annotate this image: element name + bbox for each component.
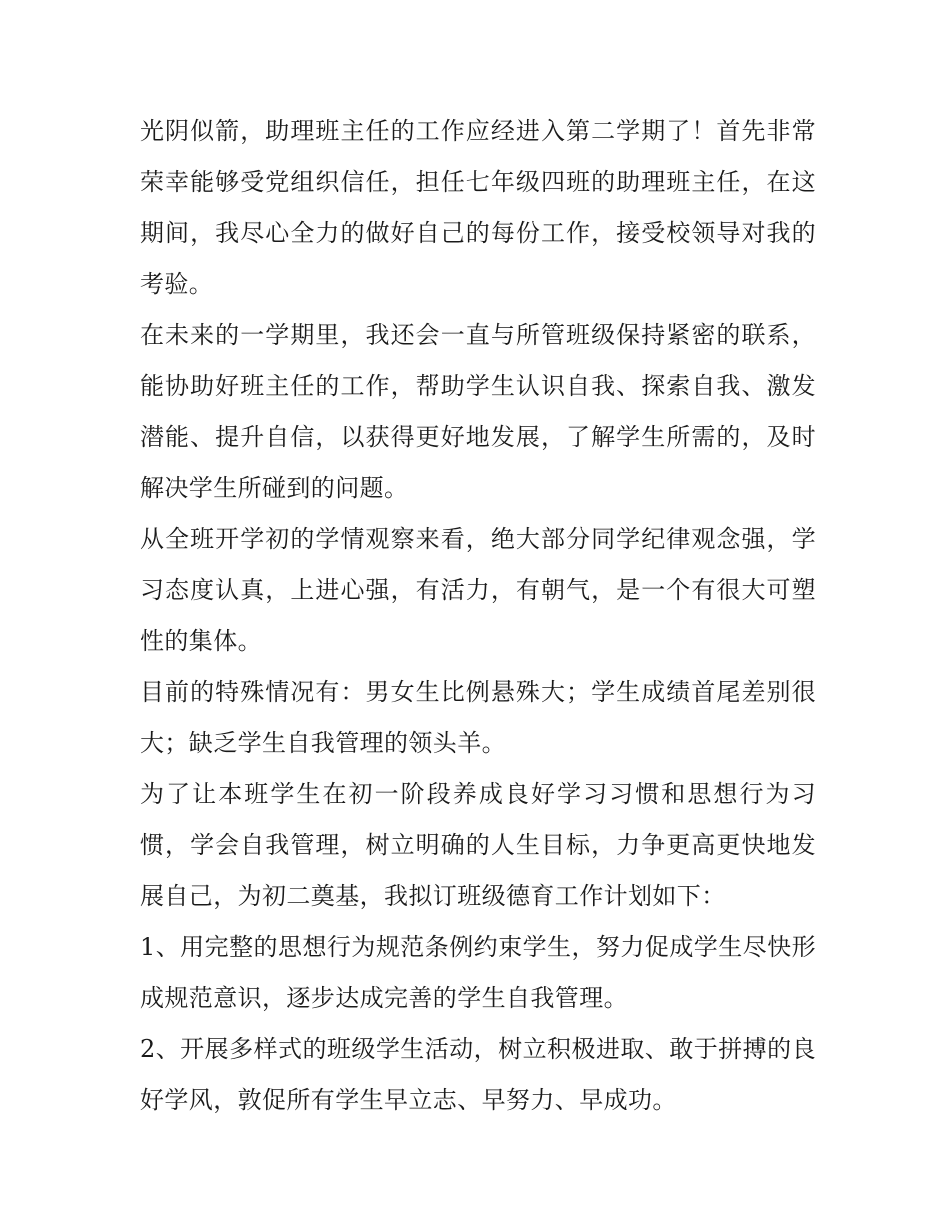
paragraph-5: 为了让本班学生在初一阶段养成良好学习习惯和思想行为习惯，学会自我管理，树立明确的人生目标，力争更高更快地发展自己，为初二奠基，我拟订班级德育工作计划如下： [140, 780, 816, 910]
paragraph-3: 从全班开学初的学情观察来看，绝大部分同学纪律观念强，学习态度认真，上进心强，有活力，有朝气，是一个有很大可塑性的集体。 [140, 525, 816, 655]
paragraph-4: 目前的特殊情况有：男女生比例悬殊大；学生成绩首尾差别很大；缺乏学生自我管理的领头羊。 [140, 678, 816, 757]
document-body [140, 106, 816, 1126]
paragraph-2: 在未来的一学期里，我还会一直与所管班级保持紧密的联系，能协助好班主任的工作，帮助学生认识自我、探索自我、激发潜能、提升自信，以获得更好地发展，了解学生所需的，及时解决学生所碰到的问题。 [140, 321, 816, 502]
paragraph-7: 2、开展多样式的班级学生活动，树立积极进取、敢于拼搏的良好学风，敦促所有学生早立志、早努力、早成功。 [140, 1035, 816, 1114]
paragraph-1: 光阴似箭，助理班主任的工作应经进入第二学期了！首先非常荣幸能够受党组织信任，担任七年级四班的助理班主任，在这期间，我尽心全力的做好自己的每份工作，接受校领导对我的考验。 [140, 117, 816, 298]
paragraph-6: 1、用完整的思想行为规范条例约束学生，努力促成学生尽快形成规范意识，逐步达成完善的学生自我管理。 [140, 933, 816, 1012]
